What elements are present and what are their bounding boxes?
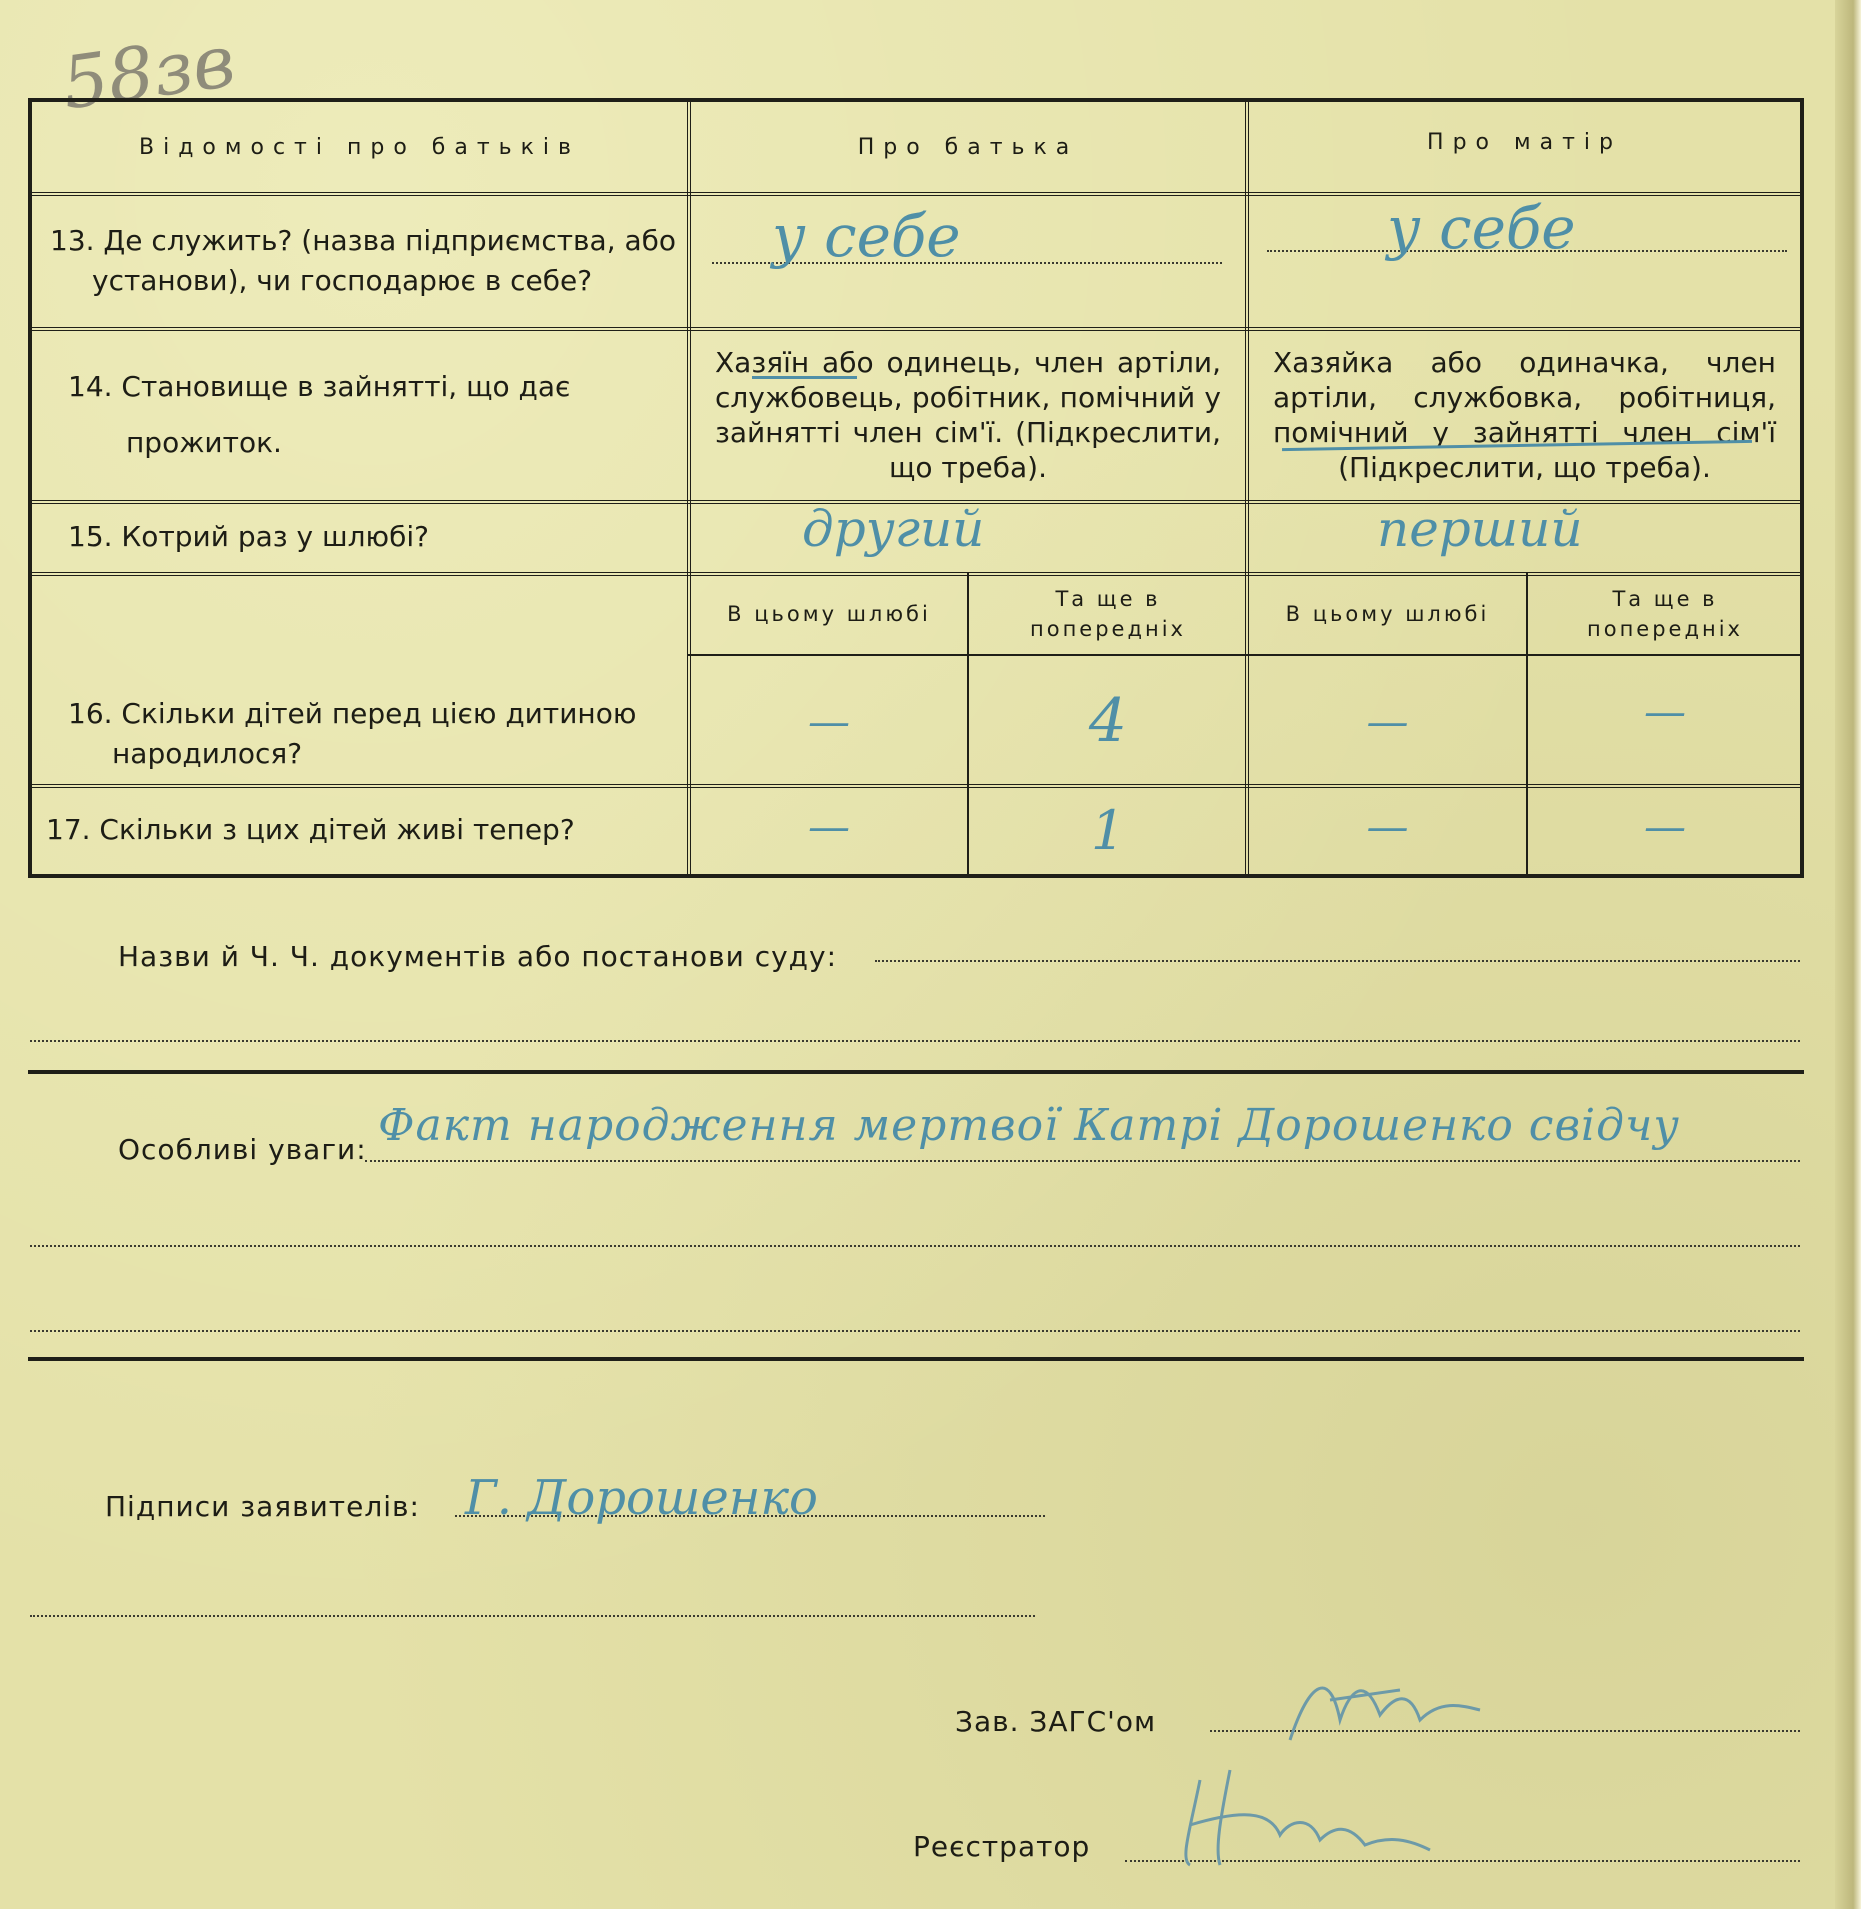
subcol-divider-father [967, 572, 969, 874]
remarks-value: Факт народження мертвої Катрі Дорошенко свідчу [378, 1100, 1680, 1151]
answer-15-father: другий [802, 500, 985, 558]
applicants-signature-line-2 [30, 1615, 1035, 1617]
answer-13-father: у себе [772, 202, 961, 270]
subheader-father-prev: Та ще в попередніх [1030, 587, 1186, 641]
options-14-mother [1249, 329, 1800, 500]
applicants-signature-value: Г. Дорошенко [465, 1470, 818, 1526]
remarks-label: Особливі уваги: [118, 1133, 367, 1166]
answer-17-father-prev: 1 [1090, 798, 1126, 862]
header-father: Про батька [857, 134, 1079, 160]
section-rule-2 [28, 1357, 1804, 1361]
answer-16-father-this: — [808, 696, 850, 746]
header-mother: Про матір [1427, 129, 1622, 155]
documents-line-2 [30, 1040, 1800, 1042]
question-17: 17. Скільки з цих дітей живі тепер? [46, 813, 575, 846]
options-14-father-text: Хазяїн або одинець, член артіли, службовець, робітник, помічний у зайнятті член сім'ї. (Підкреслити, що треба). [715, 345, 1221, 484]
underline-mark-father [752, 376, 857, 379]
answer-16-mother-prev: — [1644, 686, 1686, 736]
answer-13-mother: у себе [1387, 194, 1576, 262]
head-of-registry-label: Зав. ЗАГС'ом [955, 1705, 1157, 1738]
question-15: 15. Котрий раз у шлюбі? [68, 520, 430, 553]
paper-edge [1835, 0, 1861, 1909]
answer-16-father-prev: 4 [1088, 686, 1128, 756]
documents-label: Назви й Ч. Ч. документів або постанови суду: [118, 940, 838, 973]
applicants-signature-label: Підписи заявителів: [105, 1490, 420, 1523]
answer-16-mother-this: — [1366, 696, 1409, 746]
registrar-label: Реєстратор [913, 1830, 1091, 1863]
answer-15-mother: перший [1377, 500, 1583, 558]
question-14: 14. Становище в зайнятті, що дає прожиток. [68, 369, 571, 459]
answer-17-mother-prev: — [1644, 801, 1686, 851]
subheader-mother-this: В цьому шлюбі [1285, 602, 1490, 626]
answer-17-father-this: — [808, 801, 850, 851]
options-14-mother-text: Хазяйка або одиначка, член артіли, службовка, робітниця, помічний у зайнятті член сім'ї (Підкреслити, що треба). [1273, 345, 1776, 484]
subcol-divider-mother [1526, 572, 1528, 874]
section-rule-1 [28, 1070, 1804, 1074]
parents-info-table [28, 98, 1804, 878]
remarks-line-2 [30, 1245, 1800, 1247]
question-13: 13. Де служить? (назва підприємства, або установи), чи господарює в себе? [50, 223, 677, 297]
subheader-father-this: В цьому шлюбі [727, 602, 931, 626]
remarks-line-3 [30, 1330, 1800, 1332]
folio-number: 58зв [56, 18, 240, 126]
remarks-line-1 [365, 1160, 1800, 1162]
registrar-signature-mark [1160, 1740, 1520, 1880]
subheader-mother-prev: Та ще в попередніх [1587, 587, 1743, 641]
header-parents-info: Відомості про батьків [139, 134, 580, 160]
answer-17-mother-this: — [1366, 801, 1409, 851]
documents-line-1 [875, 960, 1800, 962]
options-14-father [691, 329, 1245, 500]
question-16: 16. Скільки дітей перед цією дитиною народилося? [68, 697, 637, 770]
